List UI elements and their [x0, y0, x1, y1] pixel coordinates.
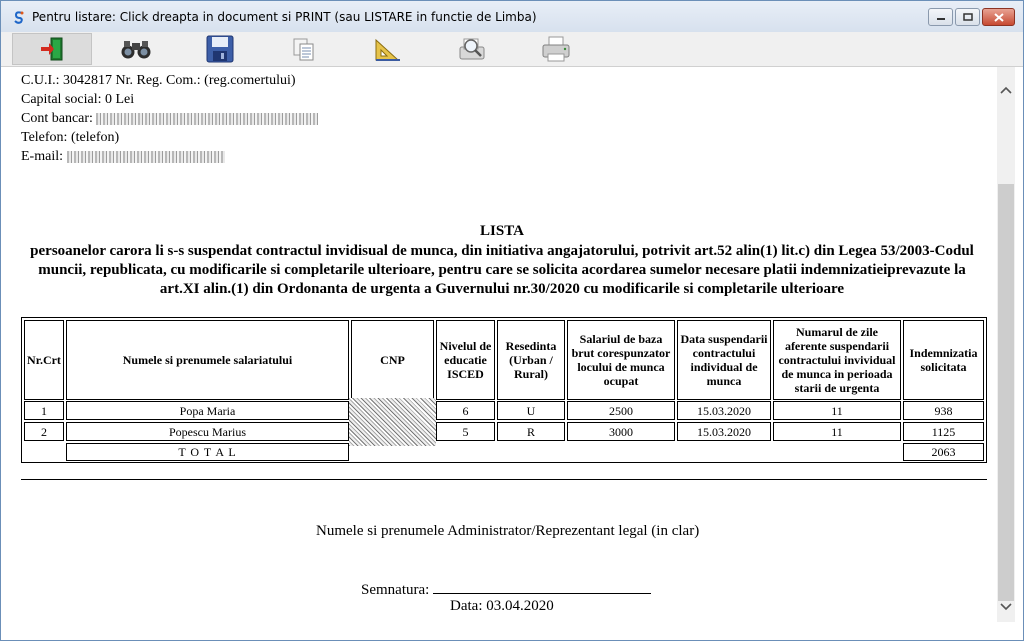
admin-label: Numele si prenumele Administrator/Reprezentant legal (in clar) [316, 523, 700, 539]
row2-salariu: 3000 [567, 422, 675, 441]
vertical-scrollbar[interactable] [997, 67, 1015, 622]
exit-icon [39, 36, 65, 62]
close-button[interactable] [982, 8, 1015, 26]
row2-resedinta: R [497, 422, 565, 441]
minimize-icon [936, 13, 946, 21]
save-button[interactable] [180, 33, 260, 65]
document-title: LISTA [480, 223, 524, 239]
search-button[interactable] [96, 33, 176, 65]
binoculars-icon [120, 38, 152, 60]
table-divider [21, 479, 987, 480]
header-nume: Numele si prenumele salariatului [66, 320, 349, 400]
print-button[interactable] [516, 33, 596, 65]
semnatura-label: Semnatura: [361, 582, 430, 598]
header-indemnizatie: Indemnizatia solicitata [903, 320, 984, 400]
close-icon [994, 13, 1004, 22]
row2-isced: 5 [436, 422, 495, 441]
document-view[interactable] [1, 67, 997, 641]
capital-line: Capital social: 0 Lei [21, 92, 135, 107]
row1-salariu: 2500 [567, 401, 675, 420]
header-cnp: CNP [351, 320, 434, 400]
row1-nr: 1 [24, 401, 64, 420]
maximize-button[interactable] [955, 8, 980, 26]
redacted-email [67, 151, 225, 163]
printer-icon [541, 35, 571, 63]
save-icon [206, 35, 234, 63]
window-title: Pentru listare: Click dreapta in document si PRINT (sau LISTARE in functie de Limba) [32, 9, 537, 24]
copy-icon [291, 36, 317, 62]
cui-line: C.U.I.: 3042817 Nr. Reg. Com.: (reg.comertului) [21, 73, 296, 88]
signature-line [433, 580, 651, 594]
ruler-icon [374, 36, 402, 62]
row2-nr: 2 [24, 422, 64, 441]
row1-indemnizatie: 938 [903, 401, 984, 420]
header-isced: Nivelul de educatie ISCED [436, 320, 495, 400]
chevron-up-icon [1000, 86, 1012, 94]
header-data: Data suspendarii contractului individual de munca [677, 320, 771, 400]
row2-nume: Popescu Marius [66, 422, 349, 441]
email-line [21, 147, 318, 166]
print-preview-icon [457, 35, 487, 63]
header-salariu: Salariul de baza brut corespunzator locului de munca ocupat [567, 320, 675, 400]
data-line: Data: 03.04.2020 [450, 598, 554, 614]
cont-label: Cont bancar: [21, 111, 93, 126]
email-label: E-mail: [21, 149, 63, 164]
header-nr: Nr.Crt [24, 320, 64, 400]
row2-indemnizatie: 1125 [903, 422, 984, 441]
chevron-down-icon [1000, 603, 1012, 611]
redacted-cnp [349, 398, 436, 446]
row2-data: 15.03.2020 [677, 422, 771, 441]
maximize-icon [963, 13, 973, 21]
row1-resedinta: U [497, 401, 565, 420]
employees-table [21, 317, 987, 463]
copy-button[interactable] [264, 33, 344, 65]
company-info [21, 71, 318, 166]
row2-zile: 11 [773, 422, 901, 441]
exit-button[interactable] [12, 33, 92, 65]
semnatura-line [361, 580, 651, 599]
title-bar[interactable] [1, 1, 1023, 32]
document-subtitle: persoanelor carora li s-s suspendat contractul invidisual de munca, din initiativa angajatorului, potrivit art.52 alin(1) lit.c) din Legea 53/2003-Codul muncii, republicata, cu modificarile si completarile ulterioare, pentru care se solicita acordarea sumelor necesare platii indemnizatieiprevazute la art.XI alin.(1) din Ordonanta de urgenta a Guvernului nr.30/2020 cu modificarile si completarile ulterioare [30, 243, 974, 297]
toolbar [1, 32, 1023, 67]
cont-line [21, 109, 318, 128]
minimize-button[interactable] [928, 8, 953, 26]
redacted-account [96, 113, 318, 125]
page-setup-button[interactable] [348, 33, 428, 65]
header-resedinta: Resedinta (Urban / Rural) [497, 320, 565, 400]
scroll-down-button[interactable] [997, 598, 1015, 616]
app-icon [12, 10, 26, 24]
scroll-thumb[interactable] [998, 184, 1014, 601]
row1-zile: 11 [773, 401, 901, 420]
print-preview-button[interactable] [432, 33, 512, 65]
total-label: T O T A L [66, 443, 349, 461]
total-value: 2063 [903, 443, 984, 461]
row1-nume: Popa Maria [66, 401, 349, 420]
telefon-line: Telefon: (telefon) [21, 130, 120, 145]
row1-data: 15.03.2020 [677, 401, 771, 420]
scroll-up-button[interactable] [997, 81, 1015, 99]
header-zile: Numarul de zile aferente suspendarii contractului invividual de munca in perioada starii de urgenta [773, 320, 901, 400]
row1-isced: 6 [436, 401, 495, 420]
window-edge [1015, 67, 1023, 641]
